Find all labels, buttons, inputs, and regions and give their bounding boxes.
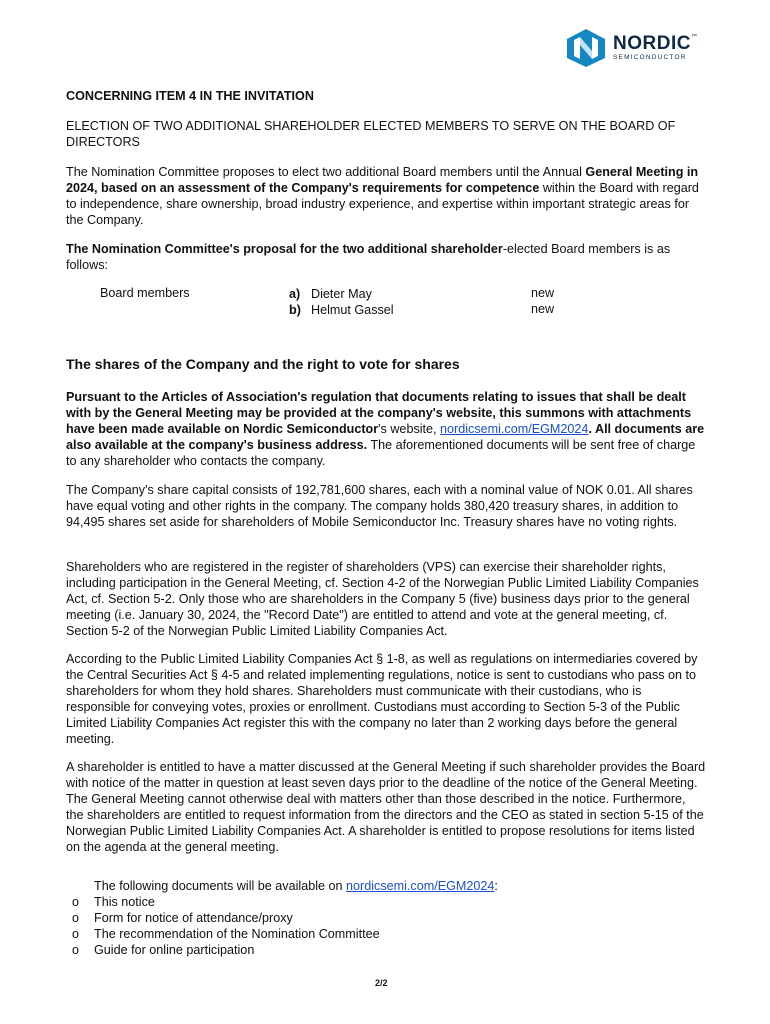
docs-intro-text: The following documents will be available on	[94, 879, 347, 893]
item-heading: CONCERNING ITEM 4 IN THE INVITATION	[66, 89, 314, 103]
para2-b: -elected Board members is as follows:	[66, 242, 671, 272]
matters-paragraph: A shareholder is entitled to have a matter discussed at the General Meeting if such shareholder provides the Board with notice of the matter in question at least seven days prior to the deadline of the notice of the General Meeting. The General Meeting cannot otherwise deal with matters other than those described in the notice. Furthermore, the shareholders are entitled to request information from the directors and the CEO as stated in section 5-15 of the Norwegian Public Limited Liability Companies Act. A shareholder is entitled to propose resolutions for items listed on the agenda at the general meeting.	[66, 760, 706, 854]
proposal-paragraph	[66, 241, 706, 273]
page-number: 2/2	[375, 978, 388, 988]
list-item: The recommendation of the Nomination Committee	[94, 927, 380, 941]
nordic-logo	[565, 26, 705, 70]
bullet-marker: o	[72, 895, 80, 909]
member-b-status: new	[531, 302, 555, 316]
para3-c: . All documents are also available at the company's business address.	[66, 422, 705, 452]
member-a-name: Dieter May	[311, 287, 372, 301]
shares-heading: The shares of the Company and the right to vote for shares	[66, 356, 460, 372]
bullet-marker: o	[72, 927, 80, 941]
para3-d: The aforementioned documents will be sent free of charge to any shareholder who contacts the company.	[66, 438, 696, 468]
para1-c: within the Board with regard to independence, share ownership, broad industry experience, and expertise within important strategic areas for the Company.	[66, 181, 699, 227]
member-b-letter: b)	[289, 303, 301, 317]
bullet-marker: o	[72, 943, 80, 957]
logo-sub-text: SEMICONDUCTOR	[613, 54, 687, 62]
list-item: Form for notice of attendance/proxy	[94, 911, 293, 925]
bullet-marker: o	[72, 911, 80, 925]
logo-brand-text: NORDIC	[613, 33, 691, 55]
articles-paragraph	[66, 389, 706, 469]
nomination-paragraph	[66, 164, 706, 228]
member-b-name: Helmut Gassel	[311, 303, 394, 317]
para1-b: General Meeting in 2024, based on an assessment of the Company's requirements for competence	[66, 165, 699, 195]
registered-shareholders-paragraph: Shareholders who are registered in the register of shareholders (VPS) can exercise their shareholder rights, including participation in the General Meeting, cf. Section 4-2 of the Norwegian Public Limited Liability Companies Act, cf. Section 5-2. Only those who are shareholders in the Company 5 (five) business days prior to the general meeting (i.e. January 30, 2024, the "Record Date") are entitled to attend and vote at the general meeting, cf. Section 5-2 of the Norwegian Public Limited Liability Companies Act.	[66, 560, 699, 638]
logo-tm: ™	[690, 34, 697, 41]
member-a-letter: a)	[289, 287, 301, 301]
para3-b: 's website,	[378, 422, 441, 436]
documents-intro	[94, 878, 498, 894]
custodians-paragraph: According to the Public Limited Liability Companies Act § 1-8, as well as regulations on intermediaries covered by the Central Securities Act § 4-5 and related implementing regulations, notice is sent to custodians who pass on to shareholders for whom they hold shares. Shareholders must communicate with their custodians, who is responsible for conveying votes, proxies or enrollment. Custodians must according to Section 5-3 of the Public Limited Liability Companies Act register this with the company no later than 2 working days before the general meeting.	[66, 652, 698, 746]
para3-a: Pursuant to the Articles of Association's regulation that documents relating to issues that shall be dealt with by the General Meeting may be provided at the company's website, this summons with attachments have been made available on Nordic Semiconductor	[66, 390, 692, 436]
list-item: Guide for online participation	[94, 943, 255, 957]
member-a-status: new	[531, 286, 555, 300]
election-title: ELECTION OF TWO ADDITIONAL SHAREHOLDER ELECTED MEMBERS TO SERVE ON THE BOARD OF DIRECTORS	[66, 119, 676, 149]
docs-egm-link[interactable]: nordicsemi.com/EGM2024	[346, 879, 495, 893]
para2-a: The Nomination Committee's proposal for the two additional shareholder	[66, 242, 503, 256]
egm-link[interactable]: nordicsemi.com/EGM2024	[440, 422, 589, 436]
nordic-mark-icon	[565, 28, 607, 68]
list-item: This notice	[94, 895, 155, 909]
board-members-label: Board members	[100, 286, 190, 300]
docs-colon: :	[494, 879, 498, 893]
para1-a: The Nomination Committee proposes to elect two additional Board members until the Annual	[66, 165, 586, 179]
share-capital-paragraph: The Company's share capital consists of 192,781,600 shares, each with a nominal value of NOK 0.01. All shares have equal voting and other rights in the company. The company holds 380,420 treasury shares, in addition to 94,495 shares set aside for shareholders of Mobile Semiconductor Inc. Treasury shares have no voting rights.	[66, 483, 693, 529]
